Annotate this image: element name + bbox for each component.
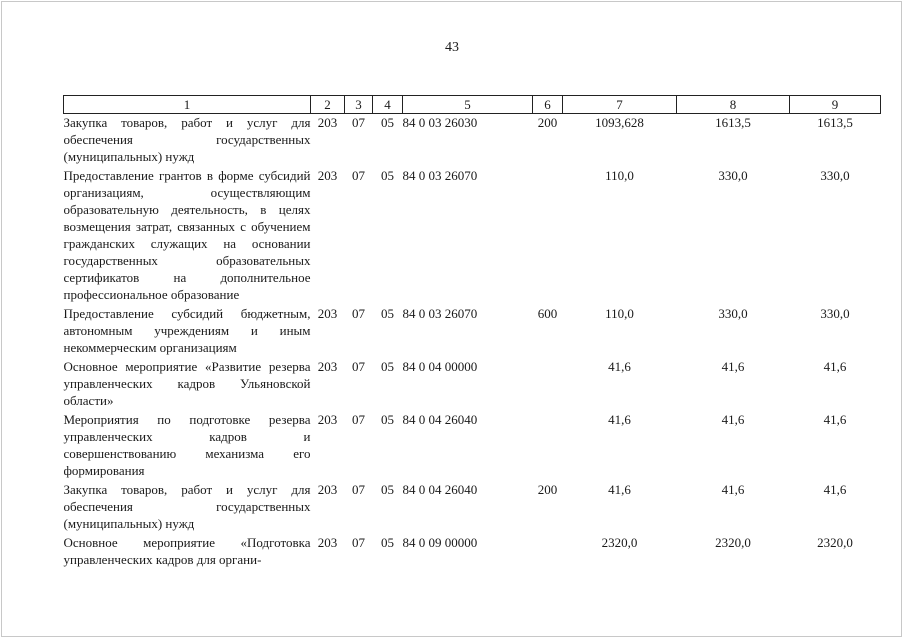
cell-ministry: 203 [317, 535, 338, 550]
cell-ministry: 203 [317, 306, 338, 321]
cell-amount-9: 41,6 [823, 359, 847, 374]
cell-amount-8: 41,6 [721, 412, 745, 427]
cell-section: 07 [352, 535, 365, 550]
cell-target-code: 84 0 04 26040 [402, 412, 478, 427]
cell-amount-7: 1093,628 [595, 115, 644, 130]
column-header: 1 [64, 96, 311, 114]
table-row [64, 114, 881, 166]
column-header: 2 [311, 96, 345, 114]
cell-subsection: 05 [381, 306, 394, 321]
cell-amount-7: 41,6 [608, 359, 631, 374]
row-name: Закупка товаров, работ и услуг для обеспечения государственных (муниципальных) нужд [63, 115, 311, 164]
column-header: 8 [677, 96, 790, 114]
table-row [64, 479, 881, 532]
header-row [64, 96, 881, 114]
cell-amount-8: 41,6 [721, 359, 745, 374]
cell-amount-9: 2320,0 [817, 535, 853, 550]
cell-target-code: 84 0 03 26070 [402, 306, 478, 321]
cell-section: 07 [352, 482, 365, 497]
cell-subsection: 05 [381, 535, 394, 550]
table-row [64, 356, 881, 409]
cell-amount-7: 110,0 [605, 168, 634, 183]
cell-target-code: 84 0 04 00000 [402, 359, 478, 374]
cell-section: 07 [352, 306, 365, 321]
row-name: Предоставление грантов в форме субсидий организациям, осуществляющим образовательную деятельность, в целях возмещения затрат, связанных с обучением гражданских служащих на основании государственных образовательных сертификатов на дополнительное профессиональное образование [63, 168, 311, 302]
cell-expense-type [533, 165, 563, 303]
cell-amount-7: 2320,0 [601, 535, 638, 550]
cell-expense-type: 600 [537, 306, 558, 321]
column-header: 7 [563, 96, 677, 114]
cell-amount-8: 41,6 [721, 482, 745, 497]
cell-ministry: 203 [317, 412, 338, 427]
column-header: 4 [373, 96, 403, 114]
row-name: Предоставление субсидий бюджетным, автономным учреждениям и иным некоммерческим организациям [63, 306, 311, 355]
cell-subsection: 05 [381, 412, 394, 427]
budget-table [63, 95, 881, 568]
cell-expense-type [533, 409, 563, 479]
row-name: Основное мероприятие «Развитие резерва управленческих кадров Ульяновской области» [63, 359, 311, 408]
cell-amount-9: 330,0 [820, 306, 850, 321]
cell-amount-8: 1613,5 [715, 115, 751, 130]
cell-target-code: 84 0 09 00000 [402, 535, 478, 550]
cell-amount-7: 110,0 [605, 306, 634, 321]
cell-section: 07 [352, 359, 365, 374]
cell-amount-8: 2320,0 [715, 535, 751, 550]
cell-expense-type: 200 [537, 482, 558, 497]
column-header: 9 [790, 96, 881, 114]
cell-subsection: 05 [381, 359, 394, 374]
table-row [64, 303, 881, 356]
cell-section: 07 [352, 168, 365, 183]
row-name: Закупка товаров, работ и услуг для обеспечения государственных (муниципальных) нужд [63, 482, 311, 531]
cell-ministry: 203 [317, 168, 338, 183]
cell-ministry: 203 [317, 482, 338, 497]
column-header: 3 [345, 96, 373, 114]
cell-expense-type [533, 356, 563, 409]
cell-subsection: 05 [381, 482, 394, 497]
column-header: 6 [533, 96, 563, 114]
table-row [64, 532, 881, 568]
row-name: Мероприятия по подготовке резерва управленческих кадров и совершенствованию механизма его формирования [63, 412, 311, 478]
cell-amount-9: 1613,5 [817, 115, 853, 130]
cell-section: 07 [352, 412, 365, 427]
column-header: 5 [403, 96, 533, 114]
table-row [64, 165, 881, 303]
page-number: 43 [445, 40, 459, 55]
cell-amount-9: 330,0 [820, 168, 850, 183]
cell-amount-9: 41,6 [823, 482, 847, 497]
table-row [64, 409, 881, 479]
cell-amount-8: 330,0 [718, 168, 748, 183]
row-name: Основное мероприятие «Подготовка управленческих кадров для органи- [63, 535, 311, 567]
cell-target-code: 84 0 03 26030 [402, 115, 478, 130]
cell-amount-8: 330,0 [718, 306, 748, 321]
cell-target-code: 84 0 03 26070 [402, 168, 478, 183]
cell-section: 07 [352, 115, 365, 130]
cell-target-code: 84 0 04 26040 [402, 482, 478, 497]
cell-ministry: 203 [317, 115, 338, 130]
cell-ministry: 203 [317, 359, 338, 374]
cell-subsection: 05 [381, 168, 394, 183]
cell-expense-type: 200 [537, 115, 558, 130]
cell-expense-type [533, 532, 563, 568]
cell-amount-9: 41,6 [823, 412, 847, 427]
cell-subsection: 05 [381, 115, 394, 130]
cell-amount-7: 41,6 [608, 412, 631, 427]
cell-amount-7: 41,6 [608, 482, 631, 497]
